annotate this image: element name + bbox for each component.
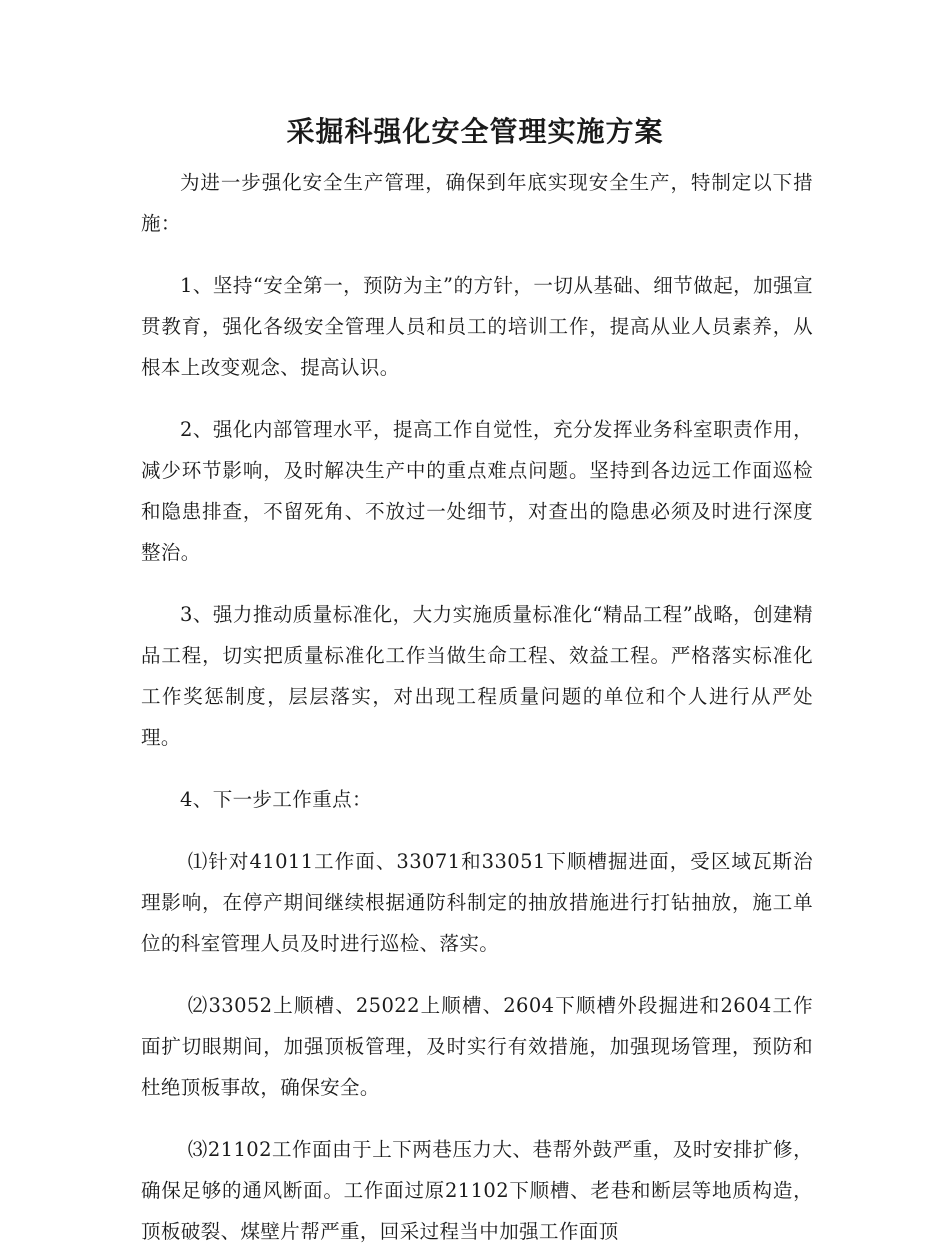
- measure-1-paragraph: 1、坚持“安全第一，预防为主”的方针，一切从基础、细节做起，加强宣贯教育，强化各级安全管理人员和员工的培训工作，提高从业人员素养，从根本上改变观念、提高认识。: [141, 274, 813, 379]
- document-title: 采掘科强化安全管理实施方案: [286, 115, 664, 148]
- measure-4-heading: 4、下一步工作重点：: [180, 788, 372, 811]
- intro-paragraph: 为进一步强化安全生产管理，确保到年底实现安全生产，特制定以下措施：: [141, 171, 813, 235]
- document-body: [141, 162, 813, 1252]
- work-item-3-paragraph: ⑶21102工作面由于上下两巷压力大、巷帮外鼓严重，及时安排扩修，确保足够的通风断面。工作面过原21102下顺槽、老巷和断层等地质构造，顶板破裂、煤壁片帮严重，回采过程当中加强工作面顶: [141, 1138, 813, 1243]
- measure-3-paragraph: 3、强力推动质量标准化，大力实施质量标准化“精品工程”战略，创建精品工程，切实把质量标准化工作当做生命工程、效益工程。严格落实标准化工作奖惩制度，层层落实，对出现工程质量问题的单位和个人进行从严处理。: [141, 603, 813, 749]
- work-item-1-paragraph: ⑴针对41011工作面、33071和33051下顺槽掘进面，受区域瓦斯治理影响，在停产期间继续根据通防科制定的抽放措施进行打钻抽放，施工单位的科室管理人员及时进行巡检、落实。: [141, 850, 813, 955]
- work-item-2-paragraph: ⑵33052上顺槽、25022上顺槽、2604下顺槽外段掘进和2604工作面扩切眼期间，加强顶板管理，及时实行有效措施，加强现场管理，预防和杜绝顶板事故，确保安全。: [141, 994, 813, 1099]
- measure-2-paragraph: 2、强化内部管理水平，提高工作自觉性，充分发挥业务科室职责作用，减少环节影响，及时解决生产中的重点难点问题。坚持到各边远工作面巡检和隐患排查，不留死角、不放过一处细节，对查出的隐患必须及时进行深度整治。: [141, 418, 813, 564]
